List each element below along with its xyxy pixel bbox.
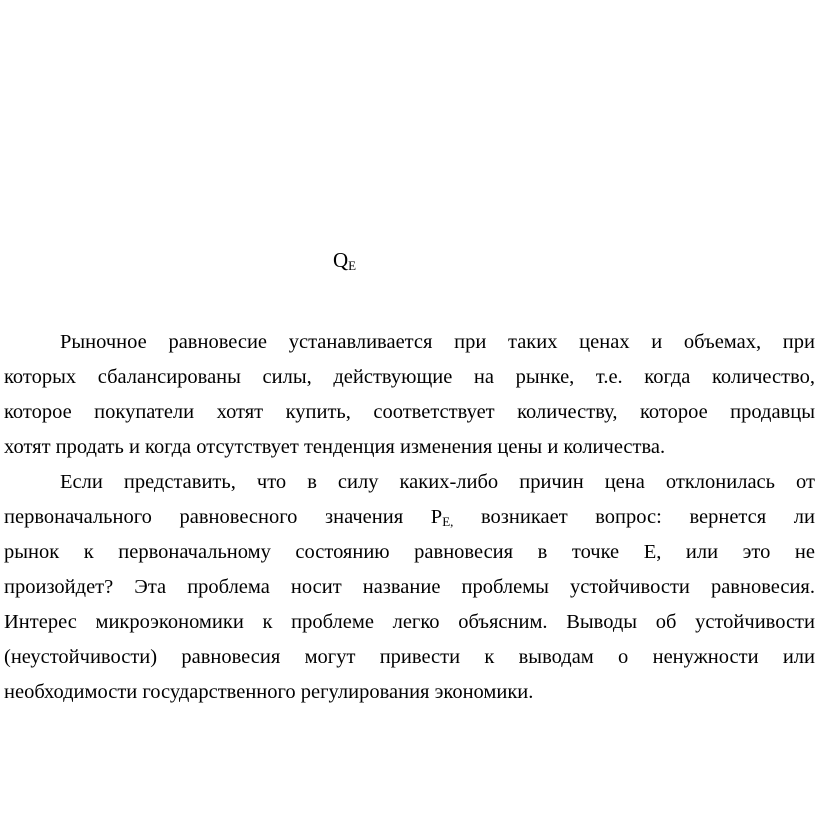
- paragraph-line: (неустойчивости) равновесия могут привести к выводам о ненужности или: [4, 646, 815, 668]
- equilibrium-quantity-label: [333, 246, 356, 280]
- body-text: [4, 325, 815, 710]
- line-part-after: возникает вопрос: вернется ли: [453, 506, 815, 528]
- line-part-before: первоначального равновесного значения P: [4, 506, 443, 528]
- paragraph-line: необходимости государственного регулирования экономики.: [4, 681, 534, 703]
- paragraph-stability-problem: [4, 465, 815, 710]
- paragraph-line: Если представить, что в силу каких-либо причин цена отклонилась от: [60, 471, 815, 493]
- paragraph-market-equilibrium: [4, 325, 815, 465]
- axis-label-subscript: E: [348, 258, 357, 273]
- paragraph-line: которых сбалансированы силы, действующие на рынке, т.е. когда количество,: [4, 366, 815, 388]
- price-subscript: E,: [442, 514, 454, 529]
- axis-label-main: Q: [333, 248, 349, 272]
- paragraph-line: хотят продать и когда отсутствует тенденция изменения цены и количества.: [4, 436, 666, 458]
- paragraph-line: которое покупатели хотят купить, соответствует количеству, которое продавцы: [4, 401, 815, 423]
- paragraph-line-with-subscript: [4, 500, 815, 535]
- paragraph-line: произойдет? Эта проблема носит название проблемы устойчивости равновесия.: [4, 576, 815, 598]
- paragraph-line: Рыночное равновесие устанавливается при таких ценах и объемах, при: [60, 331, 815, 353]
- paragraph-line: рынок к первоначальному состоянию равновесия в точке E, или это не: [4, 541, 815, 563]
- paragraph-line: Интерес микроэкономики к проблеме легко объясним. Выводы об устойчивости: [4, 611, 815, 633]
